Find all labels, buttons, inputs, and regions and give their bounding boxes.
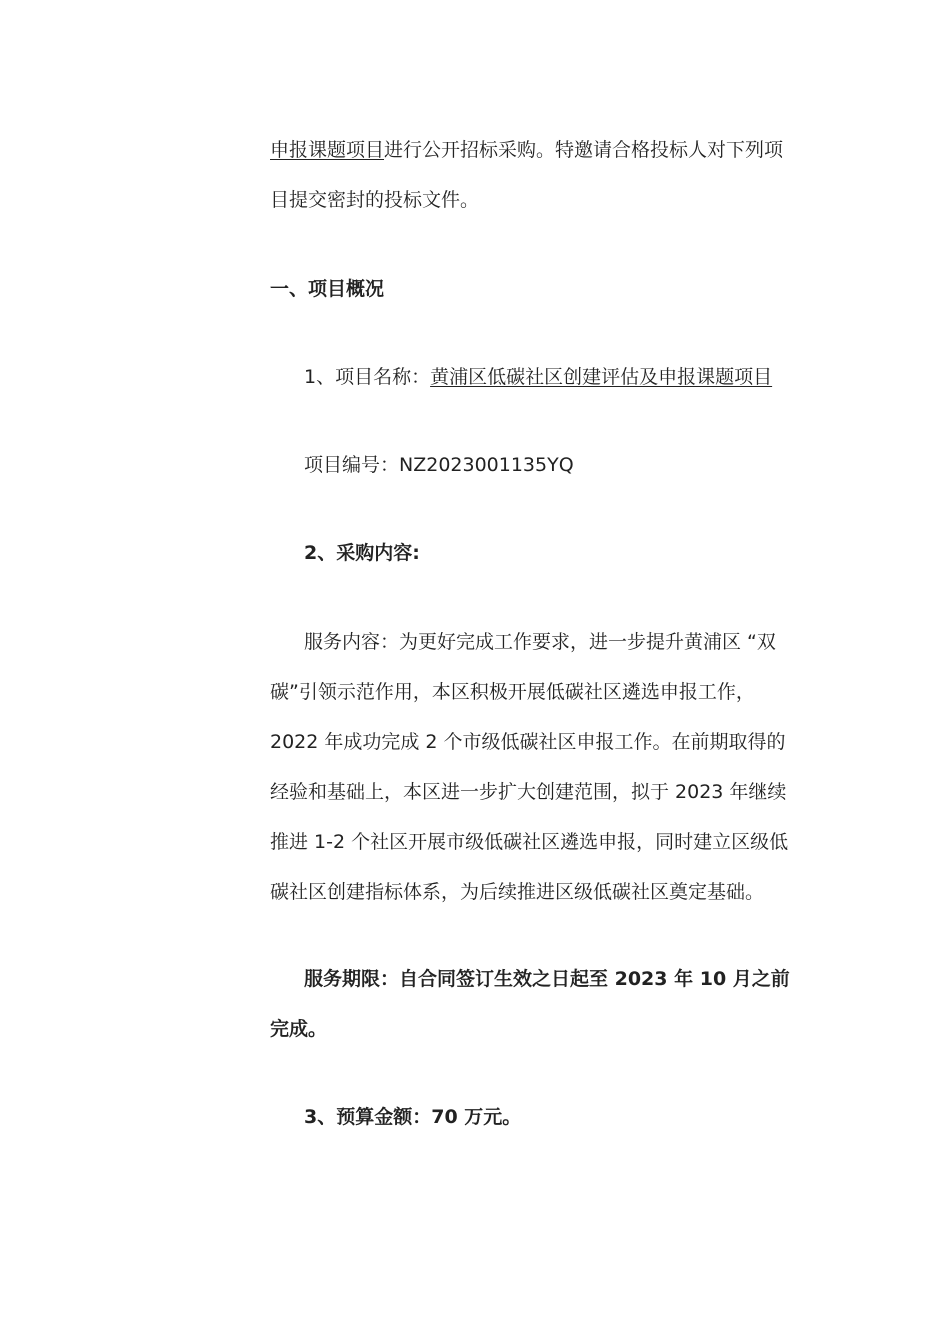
project-name-label: 1、项目名称：	[304, 366, 431, 388]
intro-line-1	[270, 137, 790, 163]
intro-line-2: 目提交密封的投标文件。	[270, 189, 480, 211]
service-content-line-3: 2022 年成功完成 2 个市级低碳社区申报工作。在前期取得的	[270, 731, 786, 753]
project-number: 项目编号：NZ2023001135YQ	[304, 454, 574, 476]
service-period-line-2: 完成。	[270, 1018, 328, 1040]
project-link[interactable]: 申报课题项目	[270, 139, 385, 161]
service-content-line-2: 碳”引领示范作用，本区积极开展低碳社区遴选申报工作，	[270, 681, 755, 703]
service-content-line-5: 推进 1-2 个社区开展市级低碳社区遴选申报，同时建立区级低	[270, 831, 789, 853]
intro-text: 进行公开招标采购。特邀请合格投标人对下列项	[384, 139, 784, 161]
service-content-line-6: 碳社区创建指标体系，为后续推进区级低碳社区奠定基础。	[270, 881, 765, 903]
project-name-line	[304, 364, 824, 390]
section-heading: 一、项目概况	[270, 278, 385, 300]
service-content-line-4: 经验和基础上，本区进一步扩大创建范围，拟于 2023 年继续	[270, 781, 787, 803]
procurement-content-heading: 2、采购内容:	[304, 542, 420, 564]
project-name-value[interactable]: 黄浦区低碳社区创建评估及申报课题项目	[430, 366, 773, 388]
service-content-line-1: 服务内容：为更好完成工作要求，进一步提升黄浦区 “双	[304, 631, 776, 653]
budget-amount: 3、预算金额：70 万元。	[304, 1106, 522, 1128]
service-period-line-1: 服务期限：自合同签订生效之日起至 2023 年 10 月之前	[304, 968, 790, 990]
